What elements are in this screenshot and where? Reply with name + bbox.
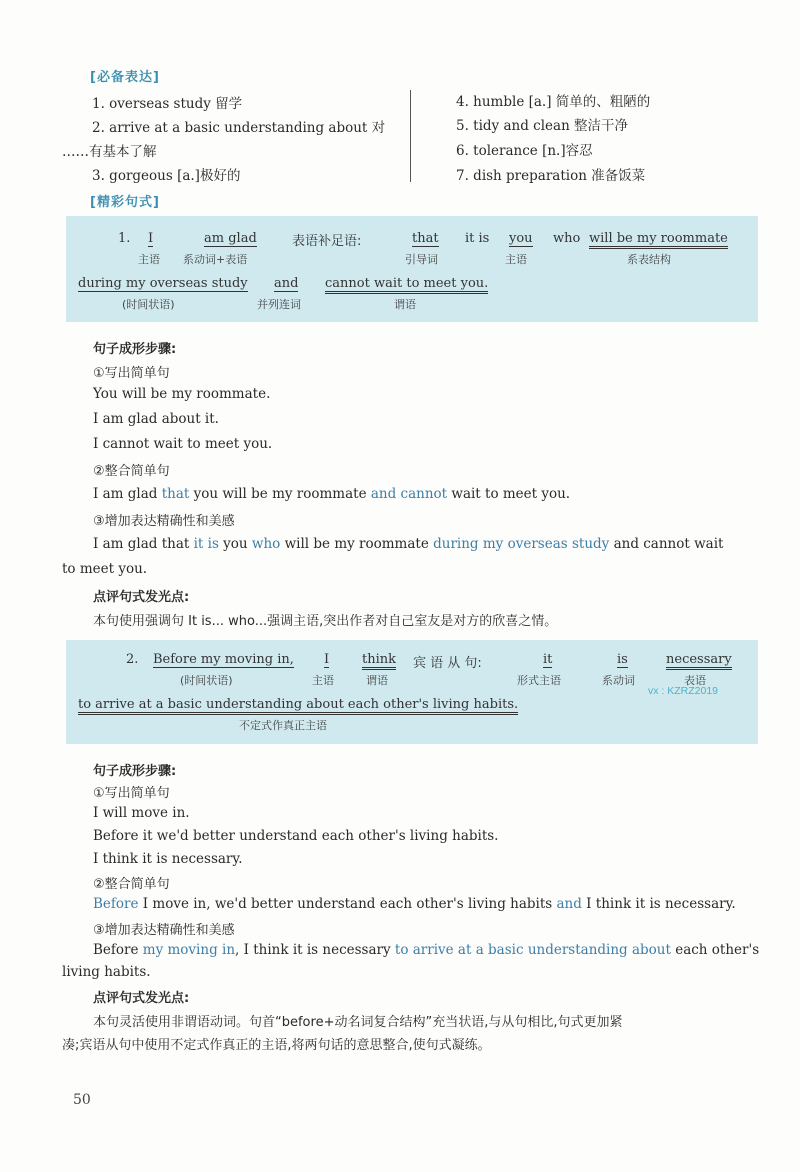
steps-title-2: 句子成形步骤: [93, 764, 177, 779]
band1-adverbial: during my overseas study [78, 276, 248, 291]
band2-number: 2. [126, 652, 139, 667]
simple-sentence-1b: I am glad about it. [93, 411, 219, 427]
section-title-sentences: [精彩句式] [90, 195, 160, 210]
step2-heading-1: ②整合简单句 [93, 464, 170, 479]
band1-predicative: will be my roommate [589, 231, 728, 249]
simple-sentence-2a: I will move in. [93, 805, 190, 821]
column-divider [410, 90, 411, 182]
combined-sentence-2: Before I move in, we'd better understand each other's living habits and I think it is necessary. [93, 896, 736, 912]
steps-title-1: 句子成形步骤: [93, 342, 177, 357]
band2-subject-label: 主语 [312, 674, 334, 687]
band1-clause-subject-label: 主语 [505, 253, 527, 266]
enhanced-sentence-2-cont: living habits. [62, 964, 151, 980]
vocab-item-1: 1. overseas study 留学 [92, 96, 243, 112]
band2-formal-subject-label: 形式主语 [517, 674, 561, 687]
band1-linking-verb-label: 系动词+表语 [183, 253, 248, 266]
watermark: vx : KZRZ2019 [648, 685, 719, 697]
band1-predicative-label: 系表结构 [627, 253, 671, 266]
band1-predicate-label: 谓语 [394, 298, 416, 311]
band2-real-subject: to arrive at a basic understanding about each other's living habits. [78, 697, 518, 715]
step2-heading-2: ②整合简单句 [93, 877, 170, 892]
enhanced-sentence-1-cont: to meet you. [62, 561, 148, 577]
comment-title-2: 点评句式发光点: [93, 991, 190, 1006]
band1-number: 1. [118, 231, 131, 246]
band1-conjunction: that [412, 231, 439, 246]
vocab-item-7: 7. dish preparation 准备饭菜 [456, 168, 646, 184]
simple-sentence-1c: I cannot wait to meet you. [93, 436, 273, 452]
vocab-item-2: 2. arrive at a basic understanding about 对 [92, 120, 386, 136]
vocab-item-6: 6. tolerance [n.]容忍 [456, 143, 593, 159]
vocab-item-2-cont: ……有基本了解 [62, 144, 157, 160]
page-number: 50 [73, 1092, 91, 1108]
band2-adverbial-label: (时间状语) [180, 674, 233, 687]
enhanced-sentence-2: Before my moving in, I think it is necessary to arrive at a basic understanding about each other's [93, 942, 760, 958]
step3-heading-1: ③增加表达精确性和美感 [93, 514, 235, 529]
comment-2-line-1: 本句灵活使用非谓语动词。句首“before+动名词复合结构”充当状语,与从句相比,句式更加紧 [93, 1015, 623, 1030]
band2-adverbial: Before my moving in, [153, 652, 294, 667]
band2-linking-verb-label: 系动词 [602, 674, 635, 687]
band1-coordinator: and [274, 276, 299, 291]
comment-title-1: 点评句式发光点: [93, 590, 190, 605]
band1-clause-subject: you [509, 231, 533, 246]
band2-clause-type: 宾 语 从 句: [413, 656, 482, 671]
simple-sentence-1a: You will be my roommate. [93, 386, 271, 402]
band1-who: who [553, 231, 581, 246]
comment-1: 本句使用强调句 It is... who...强调主语,突出作者对自己室友是对方的欣喜之情。 [93, 614, 558, 629]
step1-heading-1: ①写出简单句 [93, 366, 170, 381]
band1-predicate: cannot wait to meet you. [325, 276, 488, 294]
vocab-item-4: 4. humble [a.] 简单的、粗陋的 [456, 94, 651, 110]
band2-predicative: necessary [666, 652, 732, 670]
band1-conjunction-label: 引导词 [405, 253, 438, 266]
vocab-item-5: 5. tidy and clean 整洁干净 [456, 118, 629, 134]
enhanced-sentence-1: I am glad that it is you who will be my roommate during my overseas study and cannot wait [93, 536, 724, 552]
simple-sentence-2b: Before it we'd better understand each other's living habits. [93, 828, 499, 844]
band2-real-subject-label: 不定式作真正主语 [239, 719, 327, 732]
comment-2-line-2: 凑;宾语从句中使用不定式作真正的主语,将两句话的意思整合,使句式凝练。 [62, 1038, 491, 1053]
step3-heading-2: ③增加表达精确性和美感 [93, 923, 235, 938]
section-title-expressions: [必备表达] [90, 70, 160, 85]
vocab-item-3: 3. gorgeous [a.]极好的 [92, 168, 241, 184]
band2-subject: I [324, 652, 330, 667]
band2-predicative-label: 表语 [684, 674, 706, 687]
band1-subject: I [148, 231, 154, 246]
band1-clause-type: 表语补足语: [292, 234, 362, 249]
band1-adverbial-label: (时间状语) [122, 298, 175, 311]
band1-linking-verb: am glad [204, 231, 257, 246]
combined-sentence-1: I am glad that you will be my roommate and cannot wait to meet you. [93, 486, 571, 502]
simple-sentence-2c: I think it is necessary. [93, 851, 243, 867]
band1-subject-label: 主语 [138, 253, 160, 266]
band2-predicate: think [362, 652, 396, 670]
band2-linking-verb: is [617, 652, 628, 667]
step1-heading-2: ①写出简单句 [93, 786, 170, 801]
band2-formal-subject: it [543, 652, 553, 667]
band1-it-is: it is [465, 231, 490, 246]
band2-predicate-label: 谓语 [366, 674, 388, 687]
band1-coordinator-label: 并列连词 [257, 298, 301, 311]
